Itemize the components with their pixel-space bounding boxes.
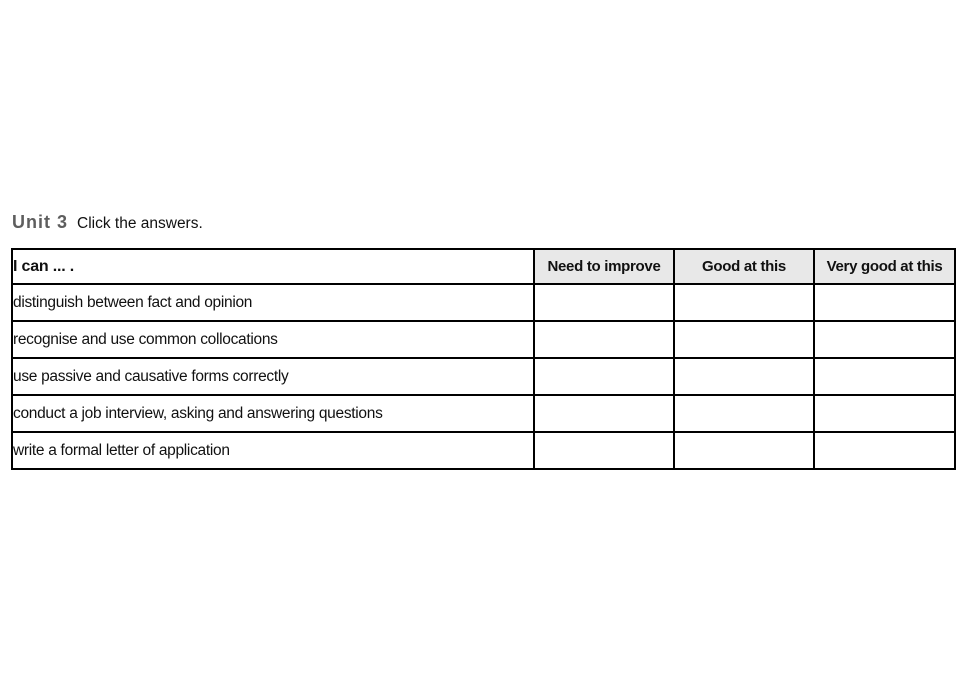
answer-cell[interactable] [814, 321, 955, 358]
page-title [12, 212, 203, 233]
answer-cell[interactable] [674, 432, 814, 469]
column-header-very-good-at-this: Very good at this [814, 249, 955, 284]
answer-cell[interactable] [674, 284, 814, 321]
corner-label: I can ... . [12, 249, 534, 284]
answer-cell[interactable] [674, 321, 814, 358]
instruction-text: Click the answers. [77, 215, 203, 232]
i-can-self-assessment-table [11, 248, 956, 470]
skill-cell: use passive and causative forms correctly [12, 358, 534, 395]
table-row [12, 395, 955, 432]
unit-label: Unit 3 [12, 212, 69, 232]
answer-cell[interactable] [534, 284, 674, 321]
answer-cell[interactable] [534, 432, 674, 469]
column-header-need-to-improve: Need to improve [534, 249, 674, 284]
answer-cell[interactable] [674, 358, 814, 395]
answer-cell[interactable] [674, 395, 814, 432]
answer-cell[interactable] [534, 395, 674, 432]
skill-cell: distinguish between fact and opinion [12, 284, 534, 321]
answer-cell[interactable] [534, 358, 674, 395]
skill-cell: write a formal letter of application [12, 432, 534, 469]
column-header-good-at-this: Good at this [674, 249, 814, 284]
answer-cell[interactable] [814, 395, 955, 432]
answer-cell[interactable] [814, 432, 955, 469]
table-row [12, 284, 955, 321]
table-row [12, 358, 955, 395]
answer-cell[interactable] [814, 358, 955, 395]
skill-cell: recognise and use common collocations [12, 321, 534, 358]
table-row [12, 321, 955, 358]
skill-cell: conduct a job interview, asking and answering questions [12, 395, 534, 432]
answer-cell[interactable] [814, 284, 955, 321]
header-row [12, 249, 955, 284]
table-row [12, 432, 955, 469]
answer-cell[interactable] [534, 321, 674, 358]
